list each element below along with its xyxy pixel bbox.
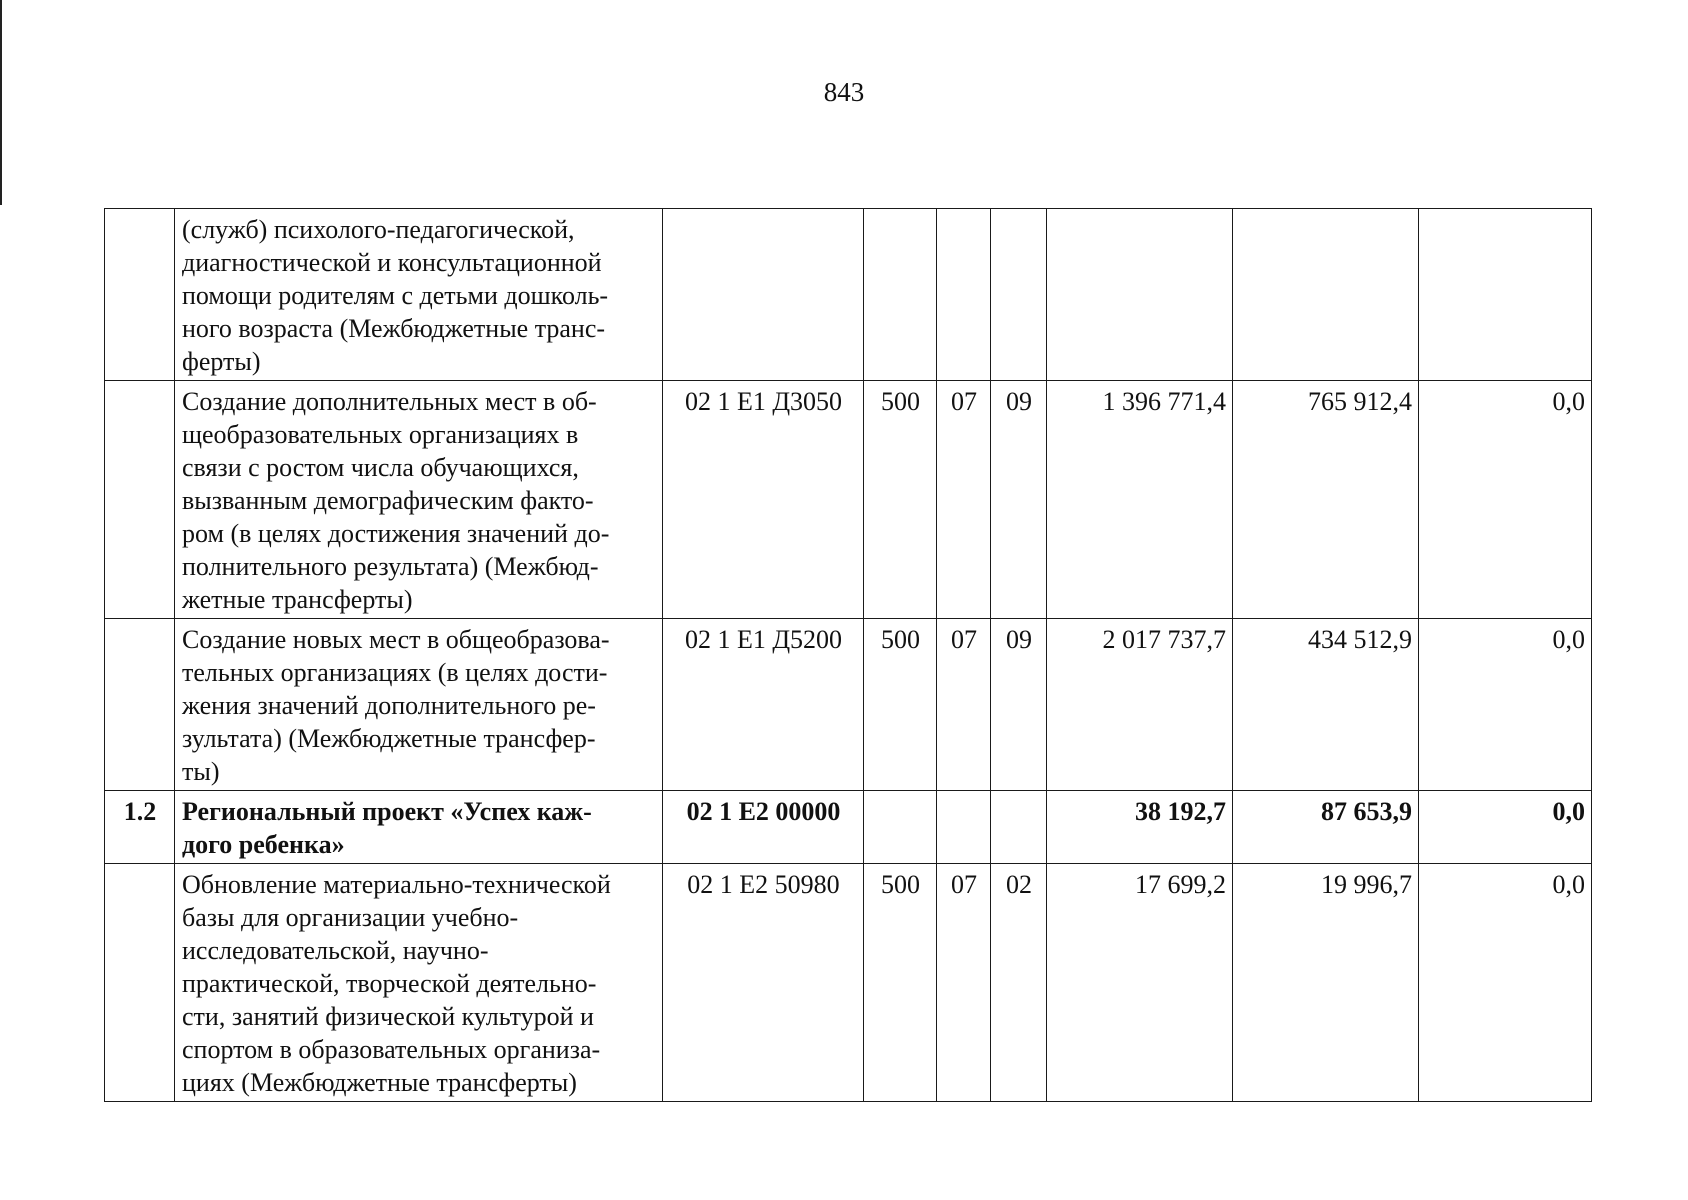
description-line: сти, занятий физической культурой и bbox=[182, 1002, 594, 1031]
description-line: полнительного результата) (Межбюд- bbox=[182, 552, 599, 581]
description-line: щеобразовательных организациях в bbox=[182, 420, 579, 449]
description-cell bbox=[175, 864, 663, 1102]
table-row bbox=[105, 619, 1592, 791]
expense-type-cell: 500 bbox=[864, 864, 937, 1102]
description-line: зультата) (Межбюджетные трансфер- bbox=[182, 724, 596, 753]
row-number-cell bbox=[105, 619, 175, 791]
description-line: помощи родителям с детьми дошколь- bbox=[182, 281, 609, 310]
amount-cell-1: 2 017 737,7 bbox=[1047, 619, 1233, 791]
amount-cell-1: 17 699,2 bbox=[1047, 864, 1233, 1102]
amount-cell-2: 434 512,9 bbox=[1233, 619, 1419, 791]
table-row bbox=[105, 864, 1592, 1102]
expense-type-cell: 500 bbox=[864, 381, 937, 619]
row-number-cell bbox=[105, 864, 175, 1102]
target-code-cell: 02 1 E1 Д5200 bbox=[663, 619, 864, 791]
description-line: ного возраста (Межбюджетные транс- bbox=[182, 314, 606, 343]
amount-cell-2: 19 996,7 bbox=[1233, 864, 1419, 1102]
description-line: Обновление материально-технической bbox=[182, 870, 611, 899]
description-line: вызванным демографическим факто- bbox=[182, 486, 594, 515]
description-line: (служб) психолого-педагогической, bbox=[182, 215, 575, 244]
description-line: Региональный проект «Успех каж- bbox=[182, 797, 592, 826]
amount-cell-1 bbox=[1047, 209, 1233, 381]
expense-type-cell bbox=[864, 209, 937, 381]
row-number-cell bbox=[105, 209, 175, 381]
description-cell bbox=[175, 791, 663, 864]
description-line: связи с ростом числа обучающихся, bbox=[182, 453, 579, 482]
subsection-cell: 09 bbox=[991, 381, 1047, 619]
target-code-cell: 02 1 E2 50980 bbox=[663, 864, 864, 1102]
description-line: базы для организации учебно- bbox=[182, 903, 519, 932]
amount-cell-3: 0,0 bbox=[1419, 791, 1592, 864]
target-code-cell bbox=[663, 209, 864, 381]
description-line: жения значений дополнительного ре- bbox=[182, 691, 596, 720]
subsection-cell: 02 bbox=[991, 864, 1047, 1102]
subsection-cell bbox=[991, 791, 1047, 864]
description-line: практической, творческой деятельно- bbox=[182, 969, 597, 998]
subsection-cell bbox=[991, 209, 1047, 381]
description-line: исследовательской, научно- bbox=[182, 936, 489, 965]
description-line: ты) bbox=[182, 757, 220, 786]
description-cell bbox=[175, 381, 663, 619]
amount-cell-2: 765 912,4 bbox=[1233, 381, 1419, 619]
section-cell: 07 bbox=[937, 381, 991, 619]
table-row bbox=[105, 209, 1592, 381]
description-line: тельных организациях (в целях дости- bbox=[182, 658, 608, 687]
row-number-cell bbox=[105, 381, 175, 619]
amount-cell-3 bbox=[1419, 209, 1592, 381]
expense-type-cell bbox=[864, 791, 937, 864]
description-line: дого ребенка» bbox=[182, 830, 345, 859]
section-cell bbox=[937, 791, 991, 864]
description-cell bbox=[175, 619, 663, 791]
budget-table bbox=[104, 208, 1592, 1102]
table-row-section-header bbox=[105, 791, 1592, 864]
target-code-cell: 02 1 E1 Д3050 bbox=[663, 381, 864, 619]
table-body bbox=[105, 209, 1592, 1102]
table-row bbox=[105, 381, 1592, 619]
amount-cell-1: 1 396 771,4 bbox=[1047, 381, 1233, 619]
amount-cell-3: 0,0 bbox=[1419, 619, 1592, 791]
amount-cell-2 bbox=[1233, 209, 1419, 381]
amount-cell-1: 38 192,7 bbox=[1047, 791, 1233, 864]
expense-type-cell: 500 bbox=[864, 619, 937, 791]
amount-cell-3: 0,0 bbox=[1419, 864, 1592, 1102]
description-cell bbox=[175, 209, 663, 381]
description-line: ферты) bbox=[182, 347, 261, 376]
section-cell: 07 bbox=[937, 864, 991, 1102]
description-line: диагностической и консультационной bbox=[182, 248, 602, 277]
description-line: спортом в образовательных организа- bbox=[182, 1035, 601, 1064]
row-number-cell: 1.2 bbox=[105, 791, 175, 864]
amount-cell-3: 0,0 bbox=[1419, 381, 1592, 619]
target-code-cell: 02 1 E2 00000 bbox=[663, 791, 864, 864]
page-number: 843 bbox=[823, 77, 865, 107]
amount-cell-2: 87 653,9 bbox=[1233, 791, 1419, 864]
section-cell bbox=[937, 209, 991, 381]
subsection-cell: 09 bbox=[991, 619, 1047, 791]
description-line: циях (Межбюджетные трансферты) bbox=[182, 1068, 577, 1097]
description-line: Создание новых мест в общеобразова- bbox=[182, 625, 610, 654]
description-line: жетные трансферты) bbox=[182, 585, 413, 614]
description-line: Создание дополнительных мест в об- bbox=[182, 387, 597, 416]
description-line: ром (в целях достижения значений до- bbox=[182, 519, 610, 548]
section-cell: 07 bbox=[937, 619, 991, 791]
